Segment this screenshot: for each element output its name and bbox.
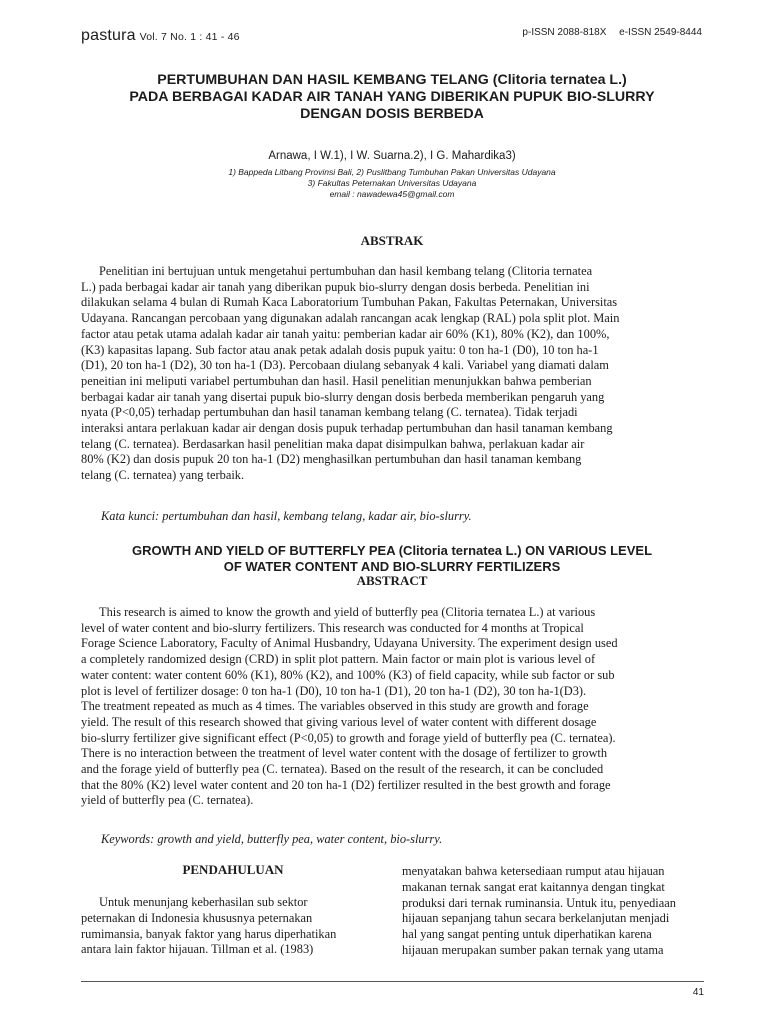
journal-name: pastura xyxy=(81,27,136,44)
abstrak-line: dilakukan selama 4 bulan di Rumah Kaca Laboratorium Tumbuhan Pakan, Fakultas Peternakan, Universitas xyxy=(81,295,618,310)
print-issn: p-ISSN 2088-818X xyxy=(522,27,607,38)
intro-line: hijauan sepanjang tahun secara berkelanjutan menjadi xyxy=(402,911,670,926)
page-number: 41 xyxy=(692,987,704,998)
english-title-text-1: GROWTH AND YIELD OF BUTTERFLY PEA (Clitoria ternatea L.) ON VARIOUS LEVEL xyxy=(131,543,653,558)
abstrak-line: (D1), 20 ton ha-1 (D2), 30 ton ha-1 (D3). Percobaan diulang sebanyak 4 kali. Variabel yang diamati dalam xyxy=(81,358,609,373)
abstrak-line: factor atau petak utama adalah kadar air tanah yaitu: pemberian kadar air 60% (K1), 80% (K2), dan 100%, xyxy=(81,326,610,341)
abstrak-line: (K3) kapasitas lapang. Sub factor atau anak petak adalah dosis pupuk yaitu: 0 ton ha-1 (D0), 10 ton ha-1 xyxy=(81,342,599,357)
abstract-line: This research is aimed to know the growth and yield of butterfly pea (Clitoria ternatea L.) at various xyxy=(99,605,596,619)
abstrak-line: L.) pada berbagai kadar air tanah yang diberikan pupuk bio-slurry dengan dosis berbeda. Penelitian ini xyxy=(81,279,590,294)
intro-line: peternakan di Indonesia khususnya peternakan xyxy=(81,910,313,925)
abstrak-line: peneitian ini meliputi variabel pertumbuhan dan hasil. Hasil penelitian menunjukkan bahwa pemberian xyxy=(81,373,592,388)
abstrak-body xyxy=(81,264,703,484)
authors: Arnawa, I W.1), I W. Suarna.2), I G. Mahardika3) xyxy=(268,150,516,162)
abstract-line: Forage Science Laboratory, Faculty of Animal Husbandry, Udayana University. The experiment design used xyxy=(81,636,618,651)
abstrak-line: Penelitian ini bertujuan untuk mengetahui pertumbuhan dan hasil kembang telang (Clitoria ternatea xyxy=(99,264,593,278)
abstract-line: bio-slurry fertilizer give significant effect (P<0,05) to growth and forage yield of butterfly pea (C. ternatea). xyxy=(81,730,616,745)
intro-line: Untuk menunjang keberhasilan sub sektor xyxy=(99,895,308,909)
abstract-heading: ABSTRACT xyxy=(356,573,428,588)
abstract-line: level of water content and bio-slurry fertilizers. This research was conducted for 4 months at Tropical xyxy=(81,620,584,635)
intro-line: makanan ternak sangat erat kaitannya dengan tingkat xyxy=(402,879,665,894)
abstrak-line: 80% (K2) dan dosis pupuk 20 ton ha-1 (D2) menghasilkan pertumbuhan dan hasil tanaman kembang xyxy=(81,452,582,467)
journal-volume: Vol. 7 No. 1 : 41 - 46 xyxy=(139,31,240,43)
abstract-line: There is no interaction between the treatment of level water content with the dosage of fertilizer to growth xyxy=(81,746,608,761)
affiliation-1: 1) Bappeda Litbang Provinsi Bali, 2) Puslitbang Tumbuhan Pakan Universitas Udayana xyxy=(228,167,556,177)
abstract-line: The treatment repeated as much as 4 times. The variables observed in this study are growth and forage xyxy=(81,699,589,714)
abstrak-line: interaksi antara perlakuan kadar air dengan dosis pupuk terhadap pertumbuhan dan hasil tanaman kembang xyxy=(81,421,613,436)
pendahuluan-heading: PENDAHULUAN xyxy=(182,862,284,877)
abstract-line: that the 80% (K2) level water content and 20 ton ha-1 (D2) fertilizer resulted in the best growth and forage xyxy=(81,777,611,792)
issn-info xyxy=(512,27,702,38)
abstract-body xyxy=(81,605,703,809)
abstract-line: and the forage yield of butterfly pea (C. ternatea). Based on the result of the research, it can be concluded xyxy=(81,762,604,777)
intro-line: hijauan merupakan sumber pakan ternak yang utama xyxy=(402,942,664,957)
intro-line: hal yang sangat penting untuk diperhatikan karena xyxy=(402,927,652,942)
intro-line: produksi dari ternak ruminansia. Untuk itu, penyediaan xyxy=(402,895,676,910)
english-title-line-1 xyxy=(80,542,704,559)
kata-kunci: Kata kunci: pertumbuhan dan hasil, kembang telang, kadar air, bio-slurry. xyxy=(101,509,472,523)
abstrak-line: nyata (P<0,05) terhadap pertumbuhan dan hasil tanaman kembang telang (C. ternatea). Tidak terjadi xyxy=(81,405,578,420)
abstract-line: water content: water content 60% (K1), 80% (K2), and 100% (K3) of field capacity, while sub factor or sub xyxy=(81,667,615,682)
title-text-1: PERTUMBUHAN DAN HASIL KEMBANG TELANG (Clitoria ternatea L.) xyxy=(157,72,627,88)
abstract-line: plot is level of fertilizer dosage: 0 ton ha-1 (D0), 10 ton ha-1 (D1), 20 ton ha-1 (D2), 30 ton ha-1(D3). xyxy=(81,683,587,698)
abstract-line: a completely randomized design (CRD) in split plot pattern. Main factor or main plot is various level of xyxy=(81,652,596,667)
intro-line: menyatakan bahwa ketersediaan rumput atau hijauan xyxy=(402,864,665,878)
abstrak-line: berbagai kadar air tanah yang disertai pupuk bio-slurry dengan dosis berbeda memberikan pengaruh yang xyxy=(81,389,605,404)
abstrak-line: telang (C. ternatea) yang terbaik. xyxy=(81,468,245,483)
abstrak-heading: ABSTRAK xyxy=(360,233,424,248)
footer-divider xyxy=(81,981,704,982)
article-title-line-3 xyxy=(80,106,704,123)
abstrak-line: Udayana. Rancangan percobaan yang digunakan adalah rancangan acak lengkap (RAL) pola split plot. Main xyxy=(81,311,620,326)
keywords: Keywords: growth and yield, butterfly pea, water content, bio-slurry. xyxy=(101,832,443,846)
abstract-line: yield of butterfly pea (C. ternatea). xyxy=(81,793,254,808)
electronic-issn: e-ISSN 2549-8444 xyxy=(619,27,702,38)
author-email: email : nawadewa45@gmail.com xyxy=(329,189,455,199)
journal-header xyxy=(81,27,240,45)
intro-line: antara lain faktor hijauan. Tillman et al. (1983) xyxy=(81,942,314,957)
article-title-line-1 xyxy=(80,72,704,89)
affiliation-2: 3) Fakultas Peternakan Universitas Udayana xyxy=(307,178,477,188)
title-text-2: PADA BERBAGAI KADAR AIR TANAH YANG DIBERIKAN PUPUK BIO-SLURRY xyxy=(129,89,655,105)
intro-left-column xyxy=(81,895,385,958)
title-text-3: DENGAN DOSIS BERBEDA xyxy=(300,106,484,122)
english-title-text-2: OF WATER CONTENT AND BIO-SLURRY FERTILIZERS xyxy=(223,559,561,574)
abstract-line: yield. The result of this research showed that giving various level of water content with different dosage xyxy=(81,714,597,729)
article-title-line-2 xyxy=(80,89,704,106)
abstrak-line: telang (C. ternatea). Berdasarkan hasil penelitian maka dapat disimpulkan bahwa, perlakuan kadar air xyxy=(81,436,585,451)
affiliations xyxy=(80,167,704,200)
intro-line: rumimansia, banyak faktor yang harus diperhatikan xyxy=(81,926,337,941)
intro-right-column xyxy=(402,864,704,959)
